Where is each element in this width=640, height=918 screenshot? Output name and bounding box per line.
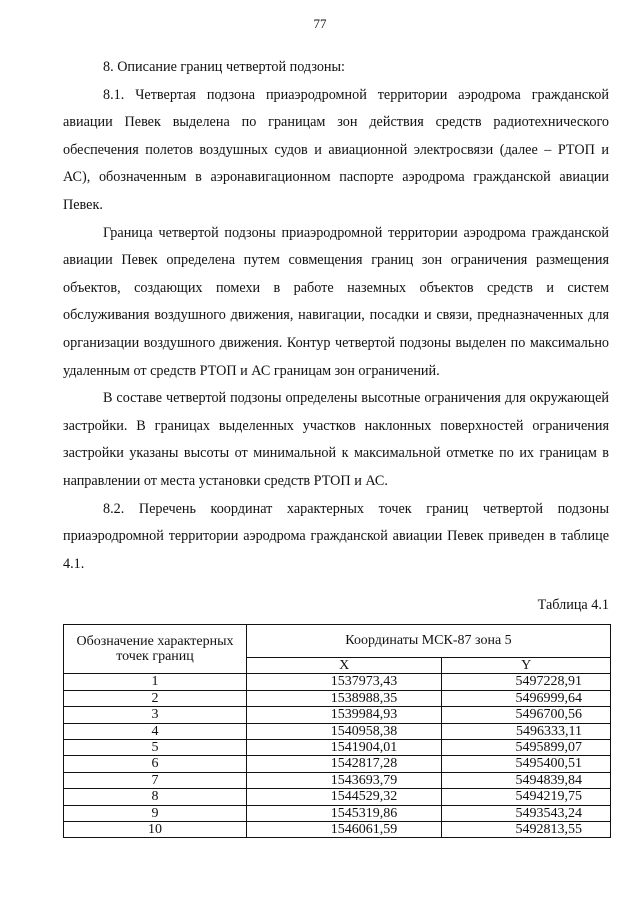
y-coordinate-cell: 5495899,07 <box>442 739 611 755</box>
document-body <box>63 54 609 838</box>
point-column-header: Обозначение характерных точек границ <box>64 624 247 673</box>
table-row <box>64 723 611 739</box>
table-row <box>64 674 611 690</box>
y-coordinate-cell: 5496333,11 <box>442 723 611 739</box>
y-coordinate-cell: 5493543,24 <box>442 805 611 821</box>
x-coordinate-cell: 1540958,38 <box>247 723 442 739</box>
x-column-header: X <box>247 657 442 673</box>
x-coordinate-cell: 1539984,93 <box>247 707 442 723</box>
y-coordinate-cell: 5495400,51 <box>442 756 611 772</box>
table-row <box>64 772 611 788</box>
point-cell: 10 <box>64 821 247 837</box>
point-cell: 8 <box>64 789 247 805</box>
x-coordinate-cell: 1543693,79 <box>247 772 442 788</box>
point-cell: 6 <box>64 756 247 772</box>
table-row <box>64 789 611 805</box>
point-cell: 7 <box>64 772 247 788</box>
y-coordinate-cell: 5497228,91 <box>442 674 611 690</box>
table-row <box>64 707 611 723</box>
point-cell: 3 <box>64 707 247 723</box>
coordinates-table <box>63 624 611 838</box>
coordinate-system-header: Координаты МСК-87 зона 5 <box>247 624 611 657</box>
x-coordinate-cell: 1542817,28 <box>247 756 442 772</box>
x-coordinate-cell: 1538988,35 <box>247 690 442 706</box>
y-coordinate-cell: 5494219,75 <box>442 789 611 805</box>
point-cell: 2 <box>64 690 247 706</box>
y-coordinate-cell: 5492813,55 <box>442 821 611 837</box>
paragraph-boundary: Граница четвертой подзоны приаэродромной территории аэродрома гражданской авиации Певек определена путем совмещения границ зон ограничения размещения объектов, создающих помехи в работе наземных объектов средств и систем обслуживания воздушного движения, навигации, посадки и связи, предназначенных для организации воздушного движения. Контур четвертой подзоны выделен по максимально удаленным от средств РТОП и АС границам зон ограничений. <box>63 224 609 379</box>
table-row <box>64 821 611 837</box>
page-number: 77 <box>313 16 327 31</box>
point-cell: 1 <box>64 674 247 690</box>
table-caption: Таблица 4.1 <box>537 597 609 614</box>
x-coordinate-cell: 1537973,43 <box>247 674 442 690</box>
table-row <box>64 756 611 772</box>
y-column-header: Y <box>442 657 611 673</box>
point-cell: 9 <box>64 805 247 821</box>
point-cell: 5 <box>64 739 247 755</box>
y-coordinate-cell: 5496700,56 <box>442 707 611 723</box>
paragraph-height-limits: В составе четвертой подзоны определены высотные ограничения для окружающей застройки. В границах выделенных участков наклонных поверхностей ограничения застройки указаны высоты от минимальной к максимальной отметке по их границам в направлении от места установки средств РТОП и АС. <box>63 390 609 489</box>
x-coordinate-cell: 1546061,59 <box>247 821 442 837</box>
y-coordinate-cell: 5496999,64 <box>442 690 611 706</box>
y-coordinate-cell: 5494839,84 <box>442 772 611 788</box>
x-coordinate-cell: 1541904,01 <box>247 739 442 755</box>
paragraph-8-2: 8.2. Перечень координат характерных точек границ четвертой подзоны приаэродромной территории аэродрома гражданской авиации Певек приведен в таблице 4.1. <box>63 500 609 572</box>
x-coordinate-cell: 1545319,86 <box>247 805 442 821</box>
point-cell: 4 <box>64 723 247 739</box>
section-heading: 8. Описание границ четвертой подзоны: <box>103 59 345 75</box>
x-coordinate-cell: 1544529,32 <box>247 789 442 805</box>
table-row <box>64 805 611 821</box>
paragraph-8-1: 8.1. Четвертая подзона приаэродромной территории аэродрома гражданской авиации Певек выделена по границам зон действия средств радиотехнического обеспечения полетов воздушных судов и авиационной электросвязи (далее – РТОП и АС), обозначенным в аэронавигационном паспорте аэродрома гражданской авиации Певек. <box>63 86 609 213</box>
coordinates-table-body <box>64 674 611 838</box>
table-row <box>64 739 611 755</box>
table-row <box>64 690 611 706</box>
